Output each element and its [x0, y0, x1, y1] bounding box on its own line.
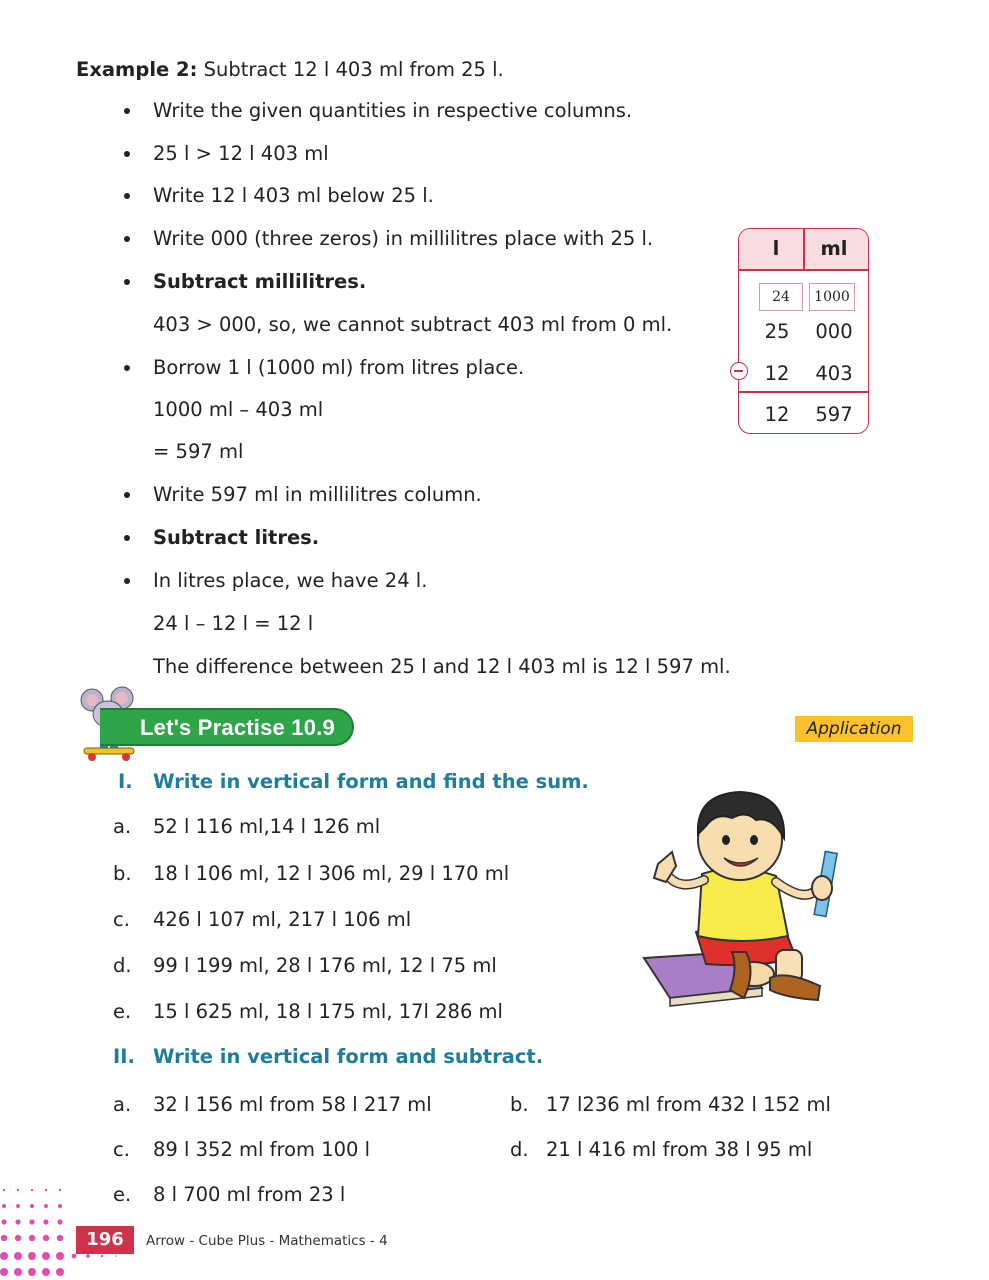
sum-item-a: 52 l 116 ml,14 l 126 ml [153, 815, 381, 838]
section-1-title: Write in vertical form and find the sum. [153, 770, 589, 793]
bullet [124, 578, 130, 584]
item-label: d. [510, 1138, 529, 1161]
bullet [124, 492, 130, 498]
subtract-item-e: 8 l 700 ml from 23 l [153, 1183, 346, 1206]
sum-item-c: 426 l 107 ml, 217 l 106 ml [153, 908, 412, 931]
sum-item-e: 15 l 625 ml, 18 l 175 ml, 17l 286 ml [153, 1000, 503, 1023]
minus-sign-icon [730, 362, 748, 380]
bullet [124, 236, 130, 242]
bullet [124, 151, 130, 157]
carry-millilitres: 1000 [809, 283, 855, 311]
carry-litres: 24 [759, 283, 803, 311]
header-litres: l [772, 237, 780, 260]
boy-with-ruler-illustration [636, 782, 846, 1020]
item-label: b. [113, 862, 132, 885]
item-label: a. [113, 1093, 132, 1116]
bullet [124, 365, 130, 371]
column-divider [803, 229, 805, 271]
result-millilitres: 597 [815, 403, 853, 426]
step-2: 25 l > 12 l 403 ml [153, 142, 329, 165]
step-8-subtract-l: Subtract litres. [153, 526, 320, 549]
row2-millilitres: 403 [815, 362, 853, 385]
section-2-number: II. [113, 1045, 135, 1068]
section-1-number: I. [118, 770, 133, 793]
practice-banner [100, 708, 354, 746]
subtract-item-a: 32 l 156 ml from 58 l 217 ml [153, 1093, 432, 1116]
step-7: Write 597 ml in millilitres column. [153, 483, 482, 506]
item-label: a. [113, 815, 132, 838]
example-label: Example 2: [76, 58, 198, 81]
book-title: Arrow - Cube Plus - Mathematics - 4 [146, 1233, 388, 1249]
item-label: c. [113, 908, 130, 931]
subtract-item-d: 21 l 416 ml from 38 l 95 ml [546, 1138, 813, 1161]
practice-title: Let's Practise 10.9 [140, 715, 335, 740]
subtract-item-c: 89 l 352 ml from 100 l [153, 1138, 371, 1161]
step-6: Borrow 1 l (1000 ml) from litres place. [153, 356, 525, 379]
example-heading [76, 58, 504, 82]
result-line [739, 391, 868, 393]
page-number: 196 [76, 1226, 134, 1254]
bullet [124, 279, 130, 285]
section-2-title: Write in vertical form and subtract. [153, 1045, 544, 1068]
step-1: Write the given quantities in respective columns. [153, 99, 633, 122]
bullet [124, 108, 130, 114]
item-label: e. [113, 1183, 132, 1206]
application-tag: Application [795, 716, 913, 742]
step-9: In litres place, we have 24 l. [153, 569, 428, 592]
subtraction-table [738, 228, 869, 434]
row2-litres: 12 [764, 362, 790, 385]
example-statement: Subtract 12 l 403 ml from 25 l. [197, 58, 504, 81]
step-3: Write 12 l 403 ml below 25 l. [153, 184, 434, 207]
step-9-calc: 24 l – 12 l = 12 l [153, 612, 314, 635]
step-5-detail: 403 > 000, so, we cannot subtract 403 ml from 0 ml. [153, 313, 673, 336]
item-label: d. [113, 954, 132, 977]
item-label: e. [113, 1000, 132, 1023]
row1-millilitres: 000 [815, 320, 853, 343]
conclusion: The difference between 25 l and 12 l 403 ml is 12 l 597 ml. [153, 655, 731, 678]
step-6-calc: 1000 ml – 403 ml [153, 398, 324, 421]
step-5-subtract-ml: Subtract millilitres. [153, 270, 367, 293]
step-6-result: = 597 ml [153, 440, 244, 463]
sum-item-b: 18 l 106 ml, 12 l 306 ml, 29 l 170 ml [153, 862, 510, 885]
bullet [124, 535, 130, 541]
sum-item-d: 99 l 199 ml, 28 l 176 ml, 12 l 75 ml [153, 954, 497, 977]
subtract-item-b: 17 l236 ml from 432 l 152 ml [546, 1093, 831, 1116]
result-litres: 12 [764, 403, 790, 426]
item-label: c. [113, 1138, 130, 1161]
row1-litres: 25 [764, 320, 790, 343]
step-4: Write 000 (three zeros) in millilitres place with 25 l. [153, 227, 654, 250]
header-millilitres: ml [820, 237, 848, 260]
bullet [124, 193, 130, 199]
item-label: b. [510, 1093, 529, 1116]
